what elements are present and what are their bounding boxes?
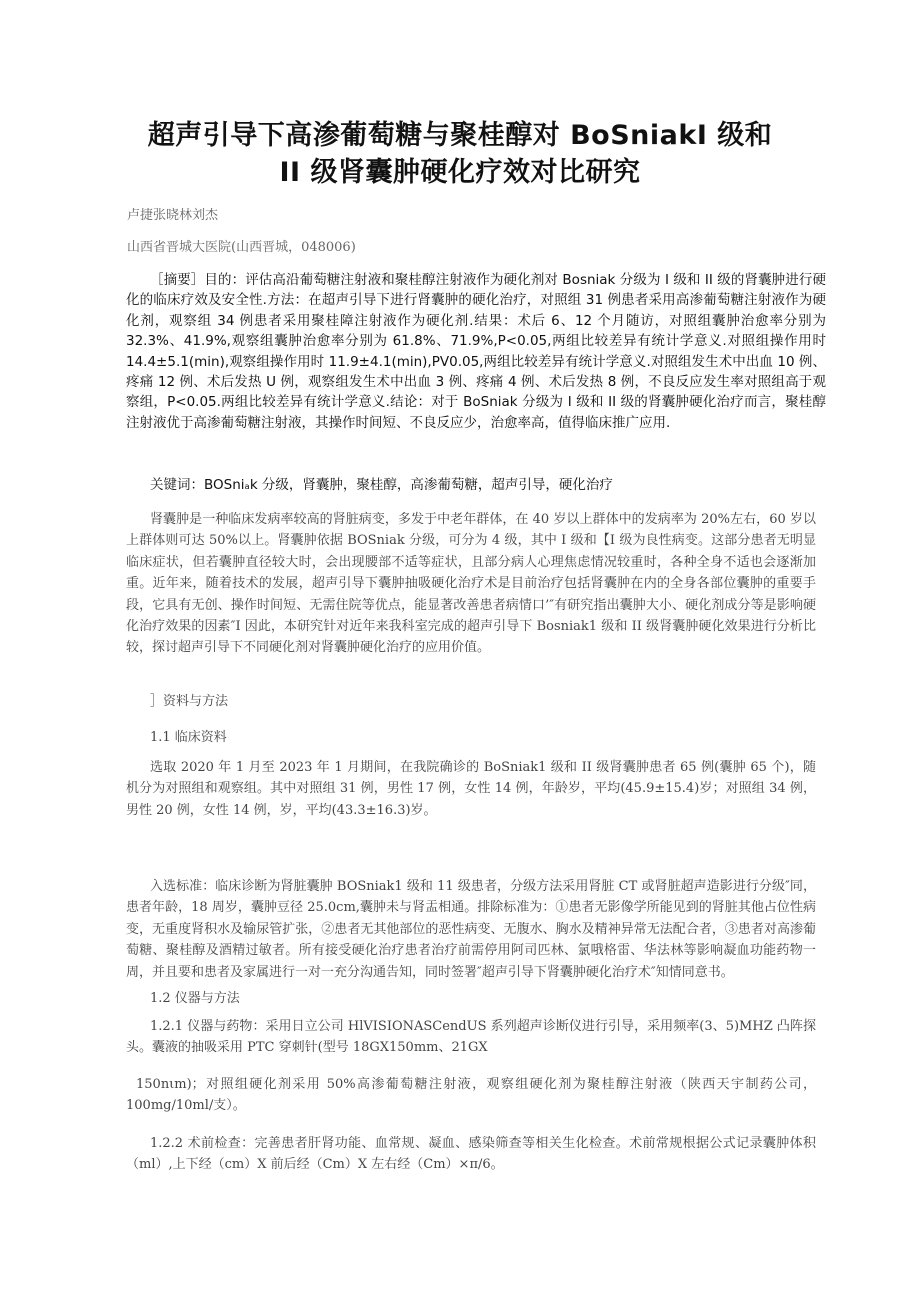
subsection-heading-equipment-methods: 1.2 仪器与方法 [150,991,240,1006]
keywords: 关键词：BOSniₐk 分级，肾囊肿，聚桂醇，高渗葡萄糖，超声引导，硬化治疗 [150,477,613,493]
section-heading-materials-methods: ］资料与方法 [150,694,229,709]
title-line-1: 超声引导下高渗葡萄糖与聚桂醇对 BoSniakI 级和 [147,120,773,151]
selection-paragraph: 选取 2020 年 1 月至 2023 年 1 月期间，在我院确诊的 BoSniak1 级和 II 级肾囊肿患者 65 例(囊肿 65 个)，随机分为对照组和观察组。其中对照组 31 例，男性 17 例，女性 14 例，年龄岁，平均(45.9±15.4)岁；对照组 34 例，男性 20 例，女性 14 例，岁，平均(43.3±16.3)岁。 [126,760,816,818]
authors: 卢捷张晓林刘杰 [127,208,219,223]
title-line-2: II 级肾囊肿硬化疗效对比研究 [279,157,641,188]
equipment-paragraph: 1.2.1 仪器与药物：采用日立公司 HlVISIONASCendUS 系列超声诊断仪进行引导，采用频率(3、5)MHZ 凸阵探头。囊液的抽吸采用 PTC 穿刺针(型号 18GX150mm、21GX [126,1019,816,1056]
intro-paragraph: 肾囊肿是一种临床发病率较高的肾脏病变，多发于中老年群体，在 40 岁以上群体中的发病率为 20%左右，60 岁以上群体则可达 50%以上。肾囊肿依据 BOSniak 分级，可分为 4 级，其中 I 级和【I 级为良性病变。这部分患者无明显临床症状，但若囊肿直径较大时，会出现腰部不适等症状，且部分病人心理焦虑情况较重时，各种全身不适也会逐渐加重。近年来，随着技术的发展，超声引导下囊肿抽吸硬化治疗术是目前治疗包括肾囊肿在内的全身各部位囊肿的重要手段，它具有无创、操作时间短、无需住院等优点，能显著改善患者病情口’″有研究指出囊肿大小、硬化剂成分等是影响硬化治疗效果的因素″I 因此，本研究针对近年来我科室完成的超声引导下 Bosniak1 级和 II 级肾囊肿硬化效果进行分析比较，探讨超声引导下不同硬化剂对肾囊肿硬化治疗的应用价值。 [126,512,816,656]
preoperative-exam-paragraph: 1.2.2 术前检查：完善患者肝肾功能、血常规、凝血、感染筛查等相关生化检查。术前常规根据公式记录囊肿体积（ml）,上下经（cm）X 前后经（Cm）X 左右经（Cm）×π/6。 [126,1136,816,1173]
abstract: ［摘要］目的：评估高沿葡萄糖注射液和聚桂醇注射液作为硬化剂对 Bosniak 分级为 I 级和 II 级的肾囊肿进行硬化的临床疗效及安全性.方法：在超声引导下进行肾囊肿的硬化治疗，对照组 31 例患者采用高渗葡萄糖注射液作为硬化剂，观察组 34 例患者采用聚桂障注射液作为硬化剂.结果：术后 6、12 个月随访，对照组囊肿治愈率分别为 32.3%、41.9%,观察组囊肿治愈率分别为 61.8%、71.9%,P<0.05,两组比较差异有统计学意义.对照组操作用时 14.4±5.1(min),观察组操作用时 11.9±4.1(min),PV0.05,两组比较差异有统计学意义.对照组发生术中出血 10 例、疼痛 12 例、术后发热 U 例，观察组发生术中出血 3 例、疼痛 4 例、术后发热 8 例，不良反应发生率对照组高于观察组，P<0.05.两组比较差异有统计学意义.结论：对于 BoSniak 分级为 I 级和 II 级的肾囊肿硬化治疗而言，聚桂醇注射液优于高渗葡萄糖注射液，其操作时间短、不良反应少，治愈率高，值得临床推广应用. [126,272,826,431]
equipment-paragraph-continued: 150nιm)；对照组硬化剂采用 50%高渗葡萄糖注射液，观察组硬化剂为聚桂醇注射液（陕西天宇制药公司，100mg/10ml/支）。 [126,1077,816,1114]
affiliation: 山西省晋城大医院(山西晋城，048006) [127,240,356,255]
subsection-heading-clinical-data: 1.1 临床资料 [150,730,227,745]
inclusion-criteria-paragraph: 入选标准：临床诊断为肾脏囊肿 BOSniak1 级和 11 级患者，分级方法采用肾脏 CT 或肾脏超声造影进行分级″同，患者年龄，18 周岁，囊肿豆径 25.0cm,囊肿未与肾盂相通。排除标准为：①患者无影像学所能见到的肾脏其他占位性病变，无重度肾积水及输尿管扩张，②患者无其他部位的恶性病变、无腹水、胸水及精神异常无法配合者，③患者对高渗葡萄糖、聚桂醇及酒精过敏者。所有接受硬化治疗患者治疗前需停用阿司匹林、氯哦格雷、华法林等影响凝血功能药物一周，并且要和患者及家属进行一对一充分沟通告知，同时签署″超声引导下肾囊肿硬化治疗术″知情同意书。 [126,879,816,980]
